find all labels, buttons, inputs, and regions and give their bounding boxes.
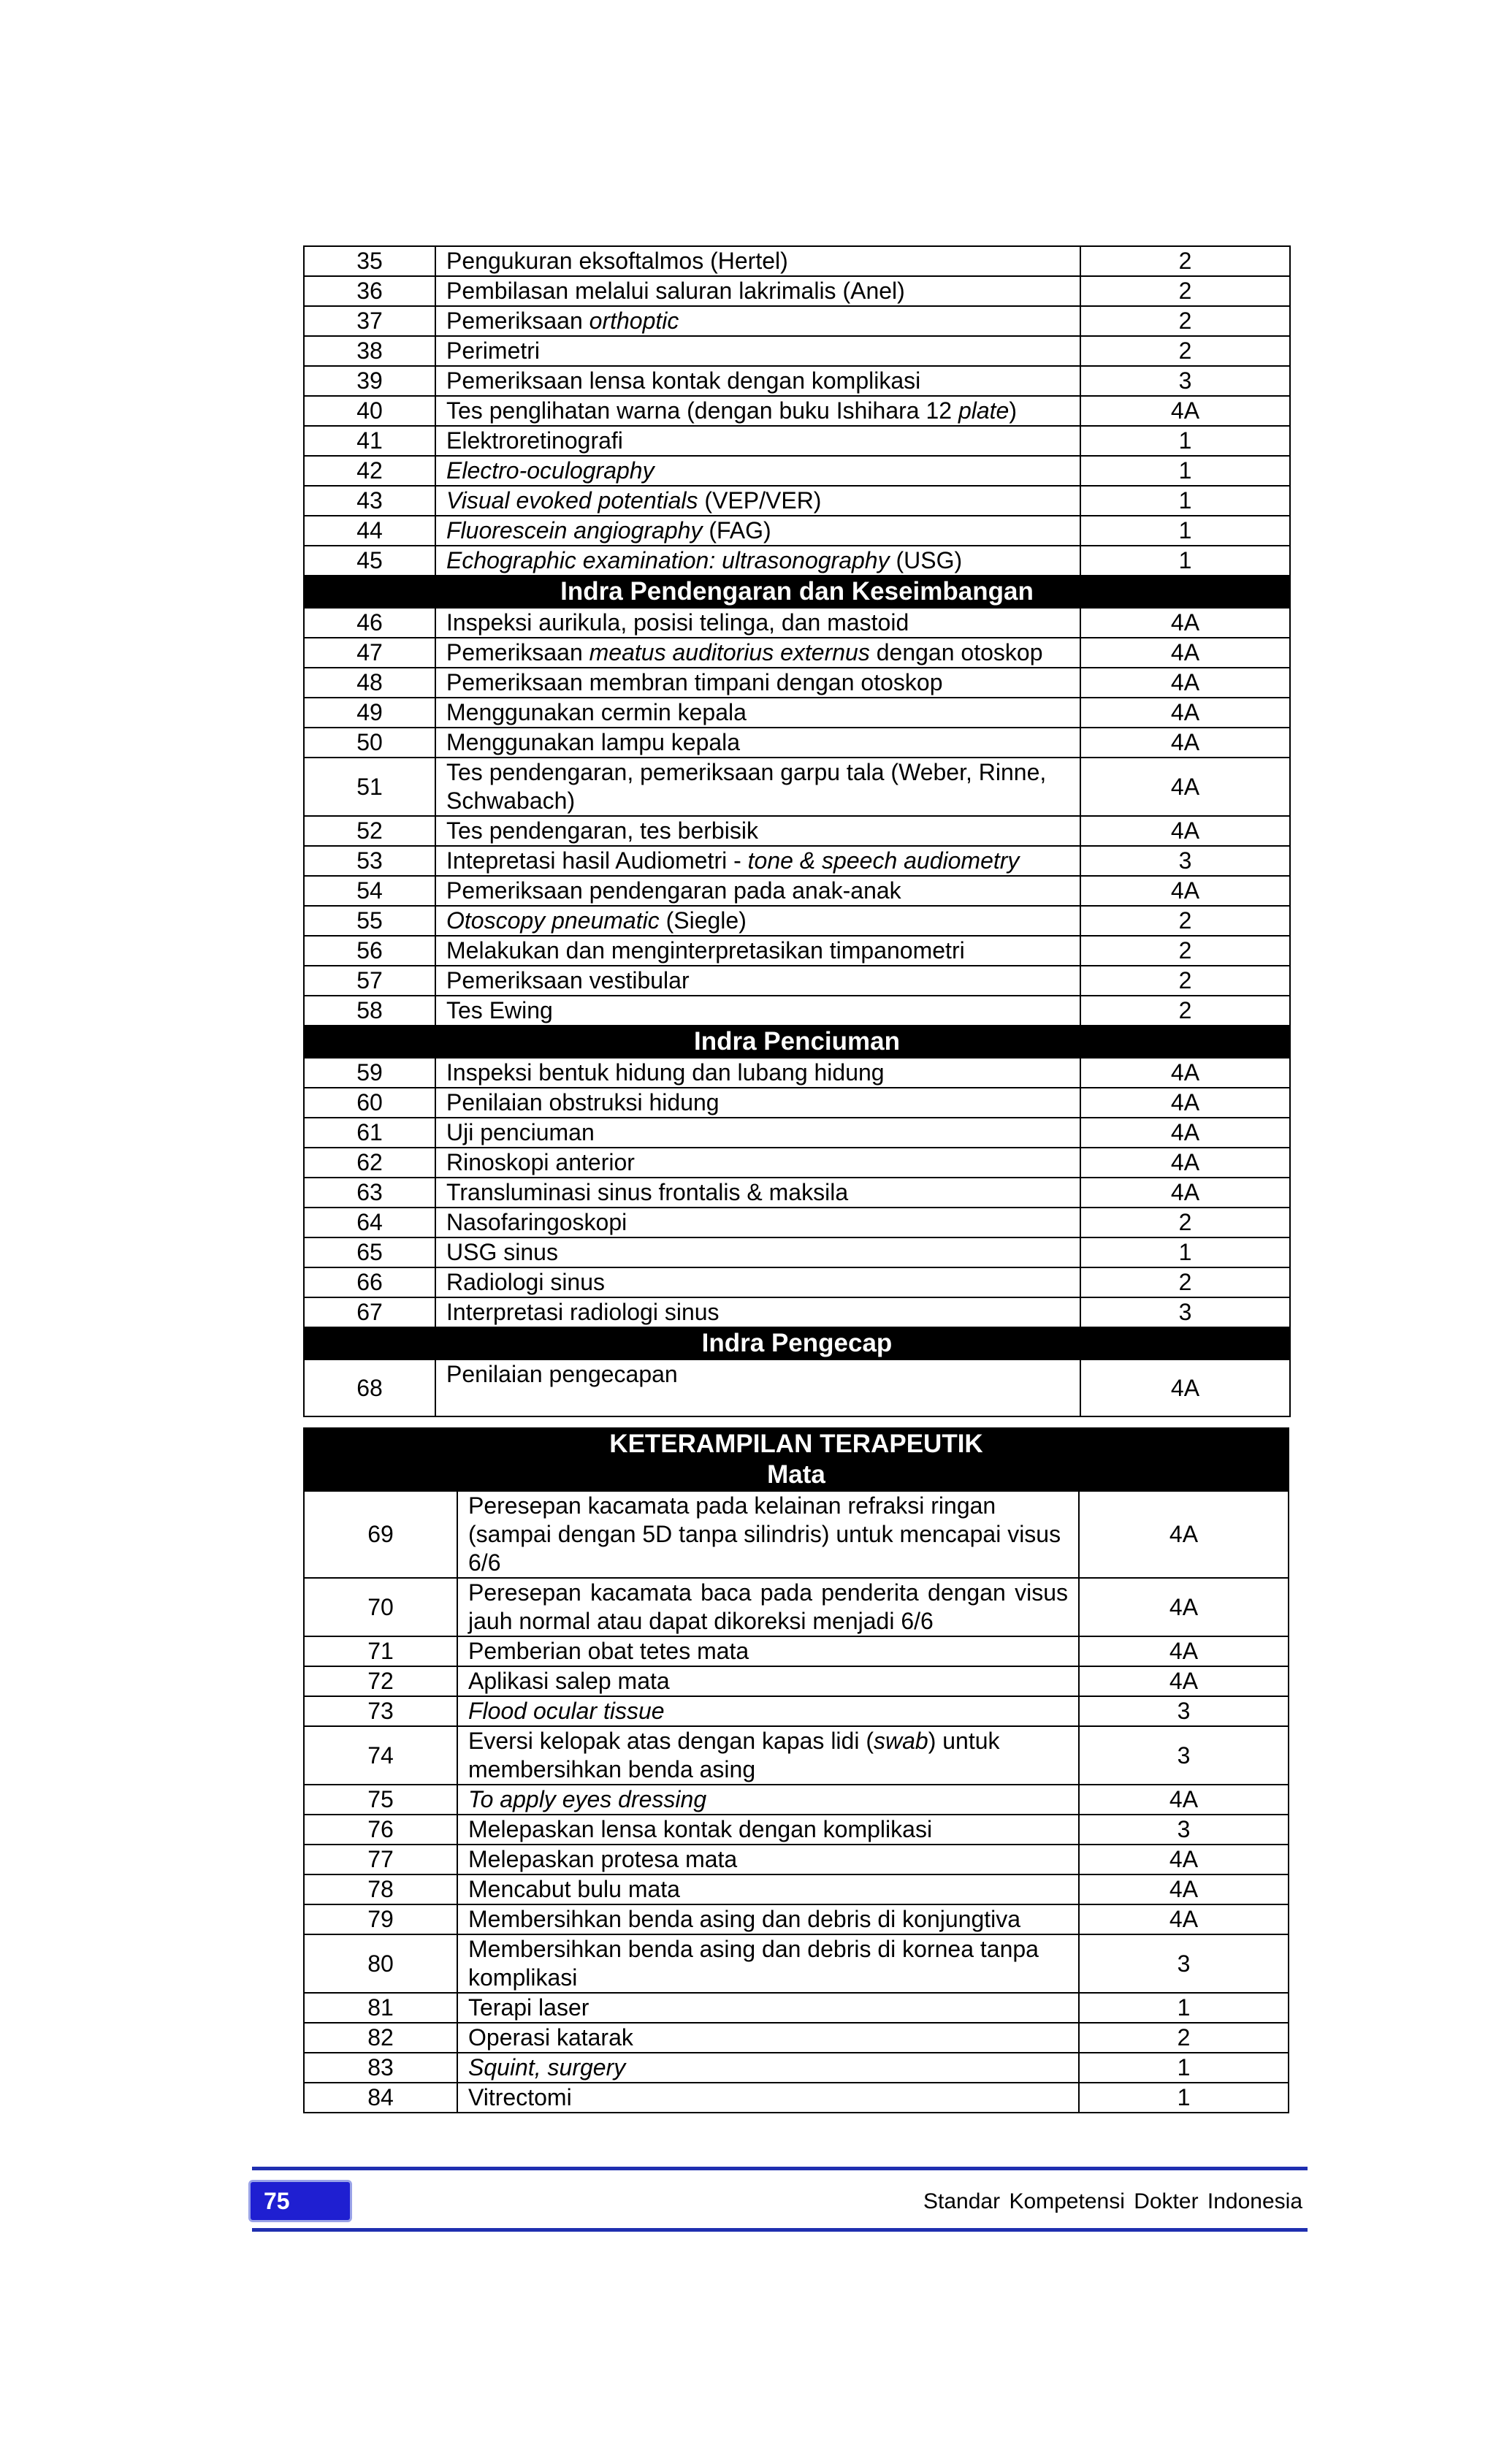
competency-level: 2 — [1080, 936, 1290, 966]
skill-description — [435, 996, 1080, 1026]
skill-description — [457, 1636, 1079, 1666]
text-fragment: Menggunakan lampu kepala — [446, 729, 741, 755]
row-number: 73 — [304, 1696, 457, 1726]
competency-level: 4A — [1080, 1088, 1290, 1118]
text-fragment: USG sinus — [446, 1239, 558, 1265]
text-fragment: (USG) — [889, 547, 963, 573]
row-number: 56 — [304, 936, 435, 966]
text-fragment: Peresepan kacamata pada kelainan refraksi ringan (sampai dengan 5D tanpa silindris) untuk mencapai visus 6/6 — [468, 1492, 1061, 1576]
table-row — [304, 366, 1290, 396]
skill-description — [435, 876, 1080, 906]
competency-level: 4A — [1079, 1636, 1289, 1666]
table-row — [304, 1297, 1290, 1327]
skill-description — [435, 426, 1080, 456]
section-title: KETERAMPILAN TERAPEUTIK — [609, 1430, 983, 1458]
skill-description — [457, 1578, 1079, 1636]
skill-description — [457, 1874, 1079, 1904]
competency-level: 4A — [1079, 1845, 1289, 1874]
skill-description — [435, 1237, 1080, 1267]
table-row — [304, 276, 1290, 306]
text-fragment: (FAG) — [702, 517, 771, 543]
table-row — [304, 2083, 1289, 2113]
skill-description — [435, 758, 1080, 816]
table-row — [304, 486, 1290, 516]
text-fragment: Mencabut bulu mata — [468, 1876, 680, 1902]
text-fragment: Terapi laser — [468, 1994, 589, 2021]
row-number: 57 — [304, 966, 435, 996]
competency-level: 1 — [1079, 2053, 1289, 2083]
row-number: 61 — [304, 1118, 435, 1148]
italic-term: To apply eyes dressing — [468, 1786, 707, 1812]
competency-level: 2 — [1080, 996, 1290, 1026]
competency-level: 4A — [1080, 758, 1290, 816]
section-header: Indra Pendengaran dan Keseimbangan — [304, 576, 1290, 608]
skill-description — [435, 336, 1080, 366]
competency-level: 4A — [1079, 1874, 1289, 1904]
table-row — [304, 936, 1290, 966]
text-fragment: Pemberian obat tetes mata — [468, 1638, 749, 1664]
section-header-row — [304, 1428, 1289, 1491]
table-row — [304, 1148, 1290, 1178]
table-row — [304, 728, 1290, 758]
text-fragment: Inspeksi bentuk hidung dan lubang hidung — [446, 1059, 885, 1086]
italic-term: Flood ocular tissue — [468, 1698, 665, 1724]
skill-description — [457, 1696, 1079, 1726]
row-number: 48 — [304, 668, 435, 698]
skill-description — [435, 546, 1080, 576]
skill-description — [435, 816, 1080, 846]
row-number: 35 — [304, 246, 435, 276]
table-row — [304, 1208, 1290, 1237]
competency-level: 4A — [1080, 638, 1290, 668]
table-row — [304, 1845, 1289, 1874]
row-number: 50 — [304, 728, 435, 758]
italic-term: Fluorescein angiography — [446, 517, 703, 543]
text-fragment: Membersihkan benda asing dan debris di kornea tanpa komplikasi — [468, 1936, 1039, 1991]
skill-description — [435, 516, 1080, 546]
skill-description — [435, 1118, 1080, 1148]
row-number: 63 — [304, 1178, 435, 1208]
competency-level: 3 — [1079, 1815, 1289, 1845]
competency-level: 1 — [1080, 426, 1290, 456]
table-row — [304, 1491, 1289, 1578]
table-row — [304, 1267, 1290, 1297]
competency-level: 4A — [1080, 876, 1290, 906]
table-row — [304, 906, 1290, 936]
competency-level: 1 — [1080, 486, 1290, 516]
row-number: 66 — [304, 1267, 435, 1297]
text-fragment: Interpretasi radiologi sinus — [446, 1299, 720, 1325]
row-number: 37 — [304, 306, 435, 336]
table-row — [304, 966, 1290, 996]
row-number: 38 — [304, 336, 435, 366]
competency-level: 4A — [1080, 1359, 1290, 1416]
skill-description — [435, 1359, 1080, 1416]
italic-term: orthoptic — [589, 308, 679, 334]
text-fragment: Membersihkan benda asing dan debris di konjungtiva — [468, 1906, 1021, 1932]
table-row — [304, 1118, 1290, 1148]
competency-level: 4A — [1080, 1178, 1290, 1208]
row-number: 55 — [304, 906, 435, 936]
section-subtitle: Mata — [767, 1460, 825, 1489]
italic-term: Electro-oculography — [446, 457, 654, 484]
row-number: 65 — [304, 1237, 435, 1267]
row-number: 81 — [304, 1993, 457, 2023]
table-row — [304, 1359, 1290, 1416]
table-row — [304, 426, 1290, 456]
competency-level: 4A — [1080, 396, 1290, 426]
text-fragment: Intepretasi hasil Audiometri - — [446, 847, 748, 874]
text-fragment: Transluminasi sinus frontalis & maksila — [446, 1179, 849, 1205]
italic-term: plate — [958, 397, 1010, 424]
row-number: 43 — [304, 486, 435, 516]
text-fragment: (Siegle) — [659, 907, 747, 934]
text-fragment: Pemeriksaan membran timpani dengan otoskop — [446, 669, 943, 695]
skill-description — [457, 2023, 1079, 2053]
text-fragment: Peresepan kacamata baca pada penderita dengan visus jauh normal atau dapat dikoreksi menjadi 6/6 — [468, 1579, 1068, 1634]
skills-table-therapeutic — [303, 1427, 1289, 2113]
row-number: 45 — [304, 546, 435, 576]
text-fragment: Perimetri — [446, 337, 541, 364]
row-number: 64 — [304, 1208, 435, 1237]
table-row — [304, 1874, 1289, 1904]
skill-description — [457, 1815, 1079, 1845]
row-number: 76 — [304, 1815, 457, 1845]
footer-title: Standar Kompetensi Dokter Indonesia — [923, 2189, 1302, 2213]
table-row — [304, 1088, 1290, 1118]
table-row — [304, 1934, 1289, 1993]
row-number: 84 — [304, 2083, 457, 2113]
text-fragment: Melepaskan protesa mata — [468, 1846, 738, 1872]
row-number: 51 — [304, 758, 435, 816]
competency-level: 4A — [1080, 608, 1290, 638]
table-row — [304, 1993, 1289, 2023]
italic-term: Visual evoked potentials — [446, 487, 698, 514]
table-row — [304, 306, 1290, 336]
row-number: 69 — [304, 1491, 457, 1578]
competency-level: 3 — [1080, 366, 1290, 396]
row-number: 82 — [304, 2023, 457, 2053]
italic-term: Echographic examination: ultrasonography — [446, 547, 890, 573]
competency-level: 2 — [1080, 1267, 1290, 1297]
competency-level: 2 — [1080, 336, 1290, 366]
text-fragment: Penilaian obstruksi hidung — [446, 1089, 720, 1115]
table-row — [304, 516, 1290, 546]
text-fragment: dengan otoskop — [869, 639, 1043, 665]
text-fragment: Aplikasi salep mata — [468, 1668, 670, 1694]
skill-description — [435, 1058, 1080, 1088]
row-number: 60 — [304, 1088, 435, 1118]
competency-level: 1 — [1080, 1237, 1290, 1267]
italic-term: Squint, surgery — [468, 2054, 626, 2080]
skill-description — [435, 276, 1080, 306]
text-fragment: ) untuk membersihkan benda asing — [468, 1728, 1000, 1782]
table-row — [304, 1636, 1289, 1666]
skill-description — [435, 1088, 1080, 1118]
text-fragment: Pembilasan melalui saluran lakrimalis (Anel) — [446, 278, 905, 304]
italic-term: meatus auditorius externus — [589, 639, 870, 665]
italic-term: swab — [873, 1728, 928, 1754]
italic-term: tone & speech audiometry — [747, 847, 1020, 874]
text-fragment: Pengukuran eksoftalmos (Hertel) — [446, 248, 788, 274]
table-row — [304, 846, 1290, 876]
section-header-row — [304, 576, 1290, 608]
table-row — [304, 1178, 1290, 1208]
competency-level: 2 — [1080, 906, 1290, 936]
text-fragment: Penilaian pengecapan — [446, 1361, 678, 1387]
table-row — [304, 1666, 1289, 1696]
skill-description — [457, 2083, 1079, 2113]
skill-description — [435, 1208, 1080, 1237]
row-number: 42 — [304, 456, 435, 486]
row-number: 36 — [304, 276, 435, 306]
table-row — [304, 1785, 1289, 1815]
table-row — [304, 1815, 1289, 1845]
competency-level: 4A — [1079, 1904, 1289, 1934]
competency-level: 1 — [1080, 456, 1290, 486]
row-number: 44 — [304, 516, 435, 546]
skill-description — [435, 608, 1080, 638]
table-row — [304, 396, 1290, 426]
skill-description — [457, 1904, 1079, 1934]
row-number: 75 — [304, 1785, 457, 1815]
text-fragment: Pemeriksaan vestibular — [446, 967, 690, 993]
competency-level: 2 — [1080, 1208, 1290, 1237]
skill-description — [457, 1726, 1079, 1785]
row-number: 54 — [304, 876, 435, 906]
text-fragment: ) — [1009, 397, 1017, 424]
row-number: 80 — [304, 1934, 457, 1993]
competency-level: 4A — [1079, 1578, 1289, 1636]
table-row — [304, 336, 1290, 366]
table-row — [304, 996, 1290, 1026]
table-row — [304, 546, 1290, 576]
skill-description — [435, 306, 1080, 336]
skill-description — [435, 936, 1080, 966]
row-number: 71 — [304, 1636, 457, 1666]
skill-description — [435, 698, 1080, 728]
competency-level: 3 — [1079, 1934, 1289, 1993]
italic-term: Otoscopy pneumatic — [446, 907, 660, 934]
row-number: 78 — [304, 1874, 457, 1904]
skill-description — [435, 486, 1080, 516]
competency-level: 4A — [1079, 1491, 1289, 1578]
skill-description — [457, 1993, 1079, 2023]
table-row — [304, 1696, 1289, 1726]
text-fragment: Uji penciuman — [446, 1119, 595, 1145]
skill-description — [435, 1178, 1080, 1208]
table-row — [304, 2053, 1289, 2083]
text-fragment: Pemeriksaan pendengaran pada anak-anak — [446, 877, 901, 904]
competency-level: 4A — [1080, 698, 1290, 728]
competency-level: 2 — [1080, 966, 1290, 996]
skill-description — [435, 906, 1080, 936]
competency-level: 1 — [1080, 516, 1290, 546]
text-fragment: Inspeksi aurikula, posisi telinga, dan mastoid — [446, 609, 909, 636]
competency-level: 3 — [1080, 846, 1290, 876]
competency-level: 4A — [1080, 1118, 1290, 1148]
competency-level: 3 — [1080, 1297, 1290, 1327]
row-number: 74 — [304, 1726, 457, 1785]
row-number: 40 — [304, 396, 435, 426]
text-fragment: Elektroretinografi — [446, 427, 623, 454]
skill-description — [435, 396, 1080, 426]
page-number-badge: 75 — [248, 2180, 352, 2222]
skill-description — [435, 1297, 1080, 1327]
skill-description — [435, 1148, 1080, 1178]
row-number: 58 — [304, 996, 435, 1026]
skill-description — [435, 846, 1080, 876]
row-number: 52 — [304, 816, 435, 846]
skill-description — [435, 728, 1080, 758]
competency-level: 3 — [1079, 1696, 1289, 1726]
text-fragment: (VEP/VER) — [698, 487, 822, 514]
row-number: 53 — [304, 846, 435, 876]
table-row — [304, 1726, 1289, 1785]
table-row — [304, 1237, 1290, 1267]
text-fragment: Radiologi sinus — [446, 1269, 606, 1295]
row-number: 83 — [304, 2053, 457, 2083]
text-fragment: Vitrectomi — [468, 2084, 572, 2110]
section-header: Indra Penciuman — [304, 1026, 1290, 1058]
competency-level: 4A — [1080, 1148, 1290, 1178]
table-row — [304, 608, 1290, 638]
row-number: 67 — [304, 1297, 435, 1327]
skills-table-upper — [303, 245, 1291, 1417]
competency-level: 3 — [1079, 1726, 1289, 1785]
competency-level: 1 — [1079, 2083, 1289, 2113]
table-row — [304, 816, 1290, 846]
text-fragment: Tes pendengaran, tes berbisik — [446, 817, 758, 844]
section-header-row — [304, 1026, 1290, 1058]
table-row — [304, 2023, 1289, 2053]
text-fragment: Melepaskan lensa kontak dengan komplikasi — [468, 1816, 933, 1842]
table-row — [304, 698, 1290, 728]
skill-description — [435, 366, 1080, 396]
competency-level: 4A — [1080, 816, 1290, 846]
text-fragment: Tes pendengaran, pemeriksaan garpu tala (Weber, Rinne, Schwabach) — [446, 759, 1047, 814]
skill-description — [435, 668, 1080, 698]
text-fragment: Pemeriksaan lensa kontak dengan komplikasi — [446, 367, 921, 394]
competency-level: 2 — [1080, 246, 1290, 276]
footer-divider-top — [252, 2167, 1308, 2170]
table-row — [304, 456, 1290, 486]
competency-level: 1 — [1080, 546, 1290, 576]
competency-level: 2 — [1079, 2023, 1289, 2053]
skill-description — [457, 2053, 1079, 2083]
text-fragment: Nasofaringoskopi — [446, 1209, 627, 1235]
competency-level: 4A — [1080, 1058, 1290, 1088]
section-title-block — [304, 1428, 1289, 1491]
row-number: 59 — [304, 1058, 435, 1088]
row-number: 77 — [304, 1845, 457, 1874]
competency-level: 2 — [1080, 306, 1290, 336]
competency-level: 1 — [1079, 1993, 1289, 2023]
skill-description — [457, 1785, 1079, 1815]
section-header-row — [304, 1327, 1290, 1359]
skill-description — [435, 456, 1080, 486]
table-row — [304, 1904, 1289, 1934]
competency-level: 4A — [1080, 728, 1290, 758]
row-number: 47 — [304, 638, 435, 668]
row-number: 41 — [304, 426, 435, 456]
text-fragment: Pemeriksaan — [446, 308, 589, 334]
row-number: 72 — [304, 1666, 457, 1696]
section-header: Indra Pengecap — [304, 1327, 1290, 1359]
row-number: 49 — [304, 698, 435, 728]
table-row — [304, 1058, 1290, 1088]
text-fragment: Operasi katarak — [468, 2024, 633, 2051]
table-row — [304, 1578, 1289, 1636]
row-number: 39 — [304, 366, 435, 396]
competency-level: 2 — [1080, 276, 1290, 306]
competency-level: 4A — [1080, 668, 1290, 698]
table-row — [304, 246, 1290, 276]
skill-description — [457, 1845, 1079, 1874]
skill-description — [435, 246, 1080, 276]
text-fragment: Tes penglihatan warna (dengan buku Ishihara 12 — [446, 397, 958, 424]
text-fragment: Menggunakan cermin kepala — [446, 699, 747, 725]
skill-description — [457, 1666, 1079, 1696]
table-row — [304, 758, 1290, 816]
table-row — [304, 668, 1290, 698]
skill-description — [435, 638, 1080, 668]
text-fragment: Tes Ewing — [446, 997, 553, 1023]
competency-level: 4A — [1079, 1785, 1289, 1815]
competency-level: 4A — [1079, 1666, 1289, 1696]
table-row — [304, 876, 1290, 906]
footer-divider-bottom — [252, 2228, 1308, 2232]
row-number: 70 — [304, 1578, 457, 1636]
row-number: 46 — [304, 608, 435, 638]
skill-description — [457, 1491, 1079, 1578]
row-number: 79 — [304, 1904, 457, 1934]
text-fragment: Melakukan dan menginterpretasikan timpanometri — [446, 937, 965, 964]
row-number: 62 — [304, 1148, 435, 1178]
table-row — [304, 638, 1290, 668]
row-number: 68 — [304, 1359, 435, 1416]
skill-description — [435, 1267, 1080, 1297]
text-fragment: Rinoskopi anterior — [446, 1149, 635, 1175]
skill-description — [457, 1934, 1079, 1993]
skill-description — [435, 966, 1080, 996]
text-fragment: Pemeriksaan — [446, 639, 589, 665]
text-fragment: Eversi kelopak atas dengan kapas lidi ( — [468, 1728, 874, 1754]
